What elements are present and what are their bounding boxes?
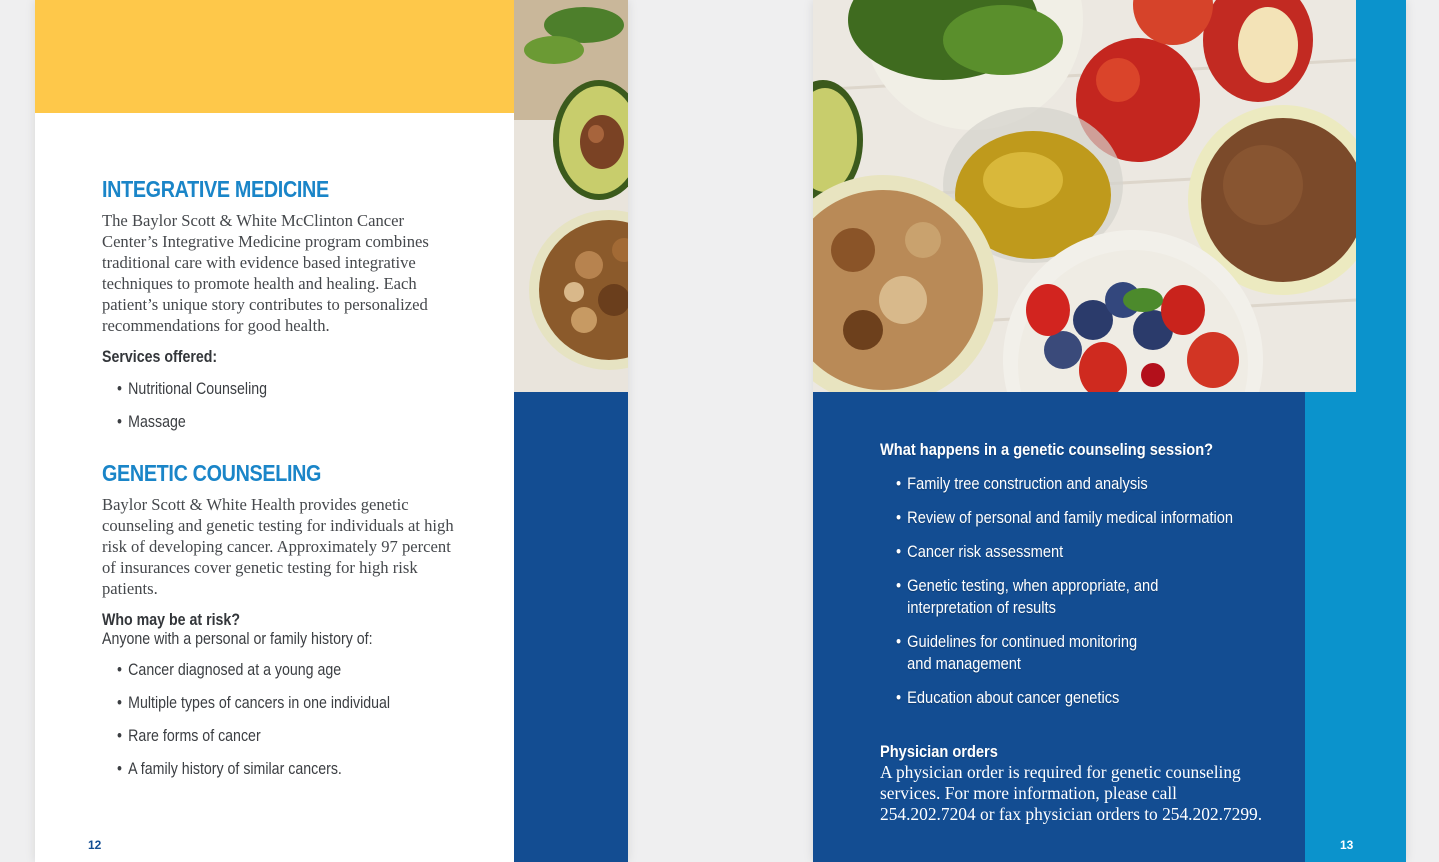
list-item: • Nutritional Counseling [117,380,268,398]
left-text-column [102,176,462,779]
food-photo-right [813,0,1356,392]
brochure-page-right [813,0,1406,862]
list-item: • Cancer risk assessment [896,542,1064,561]
yellow-color-block [35,0,561,113]
physician-orders-body: A physician order is required for genetic counseling services. For more information, please call 254.202.7204 or fax physician orders to 254.202.7299. [880,762,1263,824]
list-item: • A family history of similar cancers. [117,760,342,778]
list-item: • Review of personal and family medical information [896,508,1234,527]
list-item: • Cancer diagnosed at a young age [117,661,342,679]
list-item: • Multiple types of cancers in one individual [117,694,391,712]
genetic-counseling-body: Baylor Scott & White Health provides genetic counseling and genetic testing for individuals at high risk of developing cancer. Approximately 97 percent of insurances cover genetic testing for high risk patients. [102,495,454,598]
navy-color-block [514,392,628,862]
food-photo-left [514,0,628,392]
page-number: 13 [1340,838,1354,852]
integrative-medicine-body: The Baylor Scott & White McClinton Cancer Center’s Integrative Medicine program combines traditional care with evidence based integrative techniques to promote health and healing. Each patient’s unique story contributes to personalized recommendations for good health. [102,211,429,335]
cyan-strip-top [1356,0,1406,392]
risk-list [117,661,462,779]
genetic-counseling-title: GENETIC COUNSELING [102,460,322,486]
genetic-session-heading: What happens in a genetic counseling session? [880,440,1214,459]
list-item: • Family tree construction and analysis [896,474,1148,493]
right-text-column [880,440,1300,825]
services-list [117,380,462,432]
integrative-medicine-title: INTEGRATIVE MEDICINE [102,176,329,202]
list-item: • Education about cancer genetics [896,688,1120,707]
list-item: • Genetic testing, when appropriate, and interpretation of results [896,576,1159,617]
brochure-page-left [35,0,628,862]
who-at-risk-heading: Who may be at risk? [102,611,241,629]
page-number: 12 [88,838,102,852]
session-list [896,473,1300,709]
list-item: • Rare forms of cancer [117,727,261,745]
services-offered-heading: Services offered: [102,348,218,366]
risk-intro-text: Anyone with a personal or family history of: [102,630,373,648]
physician-orders-heading: Physician orders [880,742,998,761]
list-item: • Guidelines for continued monitoring and management [896,632,1138,673]
list-item: • Massage [117,413,186,431]
